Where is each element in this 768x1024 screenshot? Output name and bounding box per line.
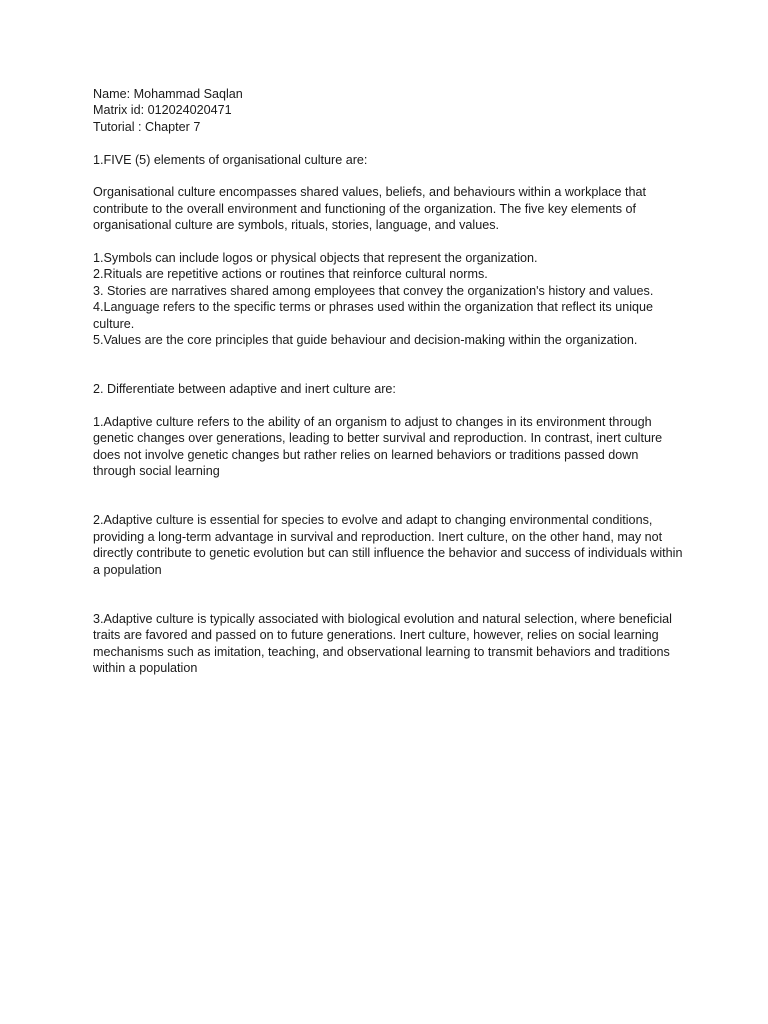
question-1-intro: Organisational culture encompasses shared values, beliefs, and behaviours within a workplace that contribute to the overall environment and functioning of the organization. The five key elements of organisational culture are symbols, rituals, stories, language, and values.	[93, 185, 647, 233]
question-2-heading: 2. Differentiate between adaptive and inert culture are:	[93, 382, 396, 397]
student-header	[93, 86, 683, 135]
list-item: 1.Symbols can include logos or physical objects that represent the organization.	[93, 251, 538, 266]
student-name: Name: Mohammad Saqlan	[93, 87, 243, 101]
tutorial-title: Tutorial : Chapter 7	[93, 119, 201, 134]
document-page	[93, 86, 683, 677]
question-1-heading: 1.FIVE (5) elements of organisational culture are:	[93, 152, 368, 167]
elements-list	[93, 250, 683, 348]
list-item: 2.Rituals are repetitive actions or routines that reinforce cultural norms.	[93, 267, 488, 282]
answer-paragraph: 1.Adaptive culture refers to the ability of an organism to adjust to changes in its environment through genetic changes over generations, leading to better survival and reproduction. In contrast, inert culture does not involve genetic changes but rather relies on learned behaviors or traditions passed down through social learning	[93, 415, 663, 479]
answer-paragraph: 2.Adaptive culture is essential for species to evolve and adapt to changing environmental conditions, providing a long-term advantage in survival and reproduction. Inert culture, on the other hand, may not directly contribute to genetic evolution but can still influence the behavior and success of individuals within a population	[93, 513, 683, 577]
matrix-id: Matrix id: 012024020471	[93, 103, 232, 118]
list-item: 4.Language refers to the specific terms or phrases used within the organization that reflect its unique culture.	[93, 300, 654, 331]
answer-paragraph: 3.Adaptive culture is typically associated with biological evolution and natural selection, where beneficial traits are favored and passed on to future generations. Inert culture, however, relies on social learning mechanisms such as imitation, teaching, and observational learning to transmit behaviors and traditions within a population	[93, 611, 672, 676]
list-item: 3. Stories are narratives shared among employees that convey the organization's history and values.	[93, 283, 654, 298]
list-item: 5.Values are the core principles that guide behaviour and decision-making within the organization.	[93, 333, 638, 348]
